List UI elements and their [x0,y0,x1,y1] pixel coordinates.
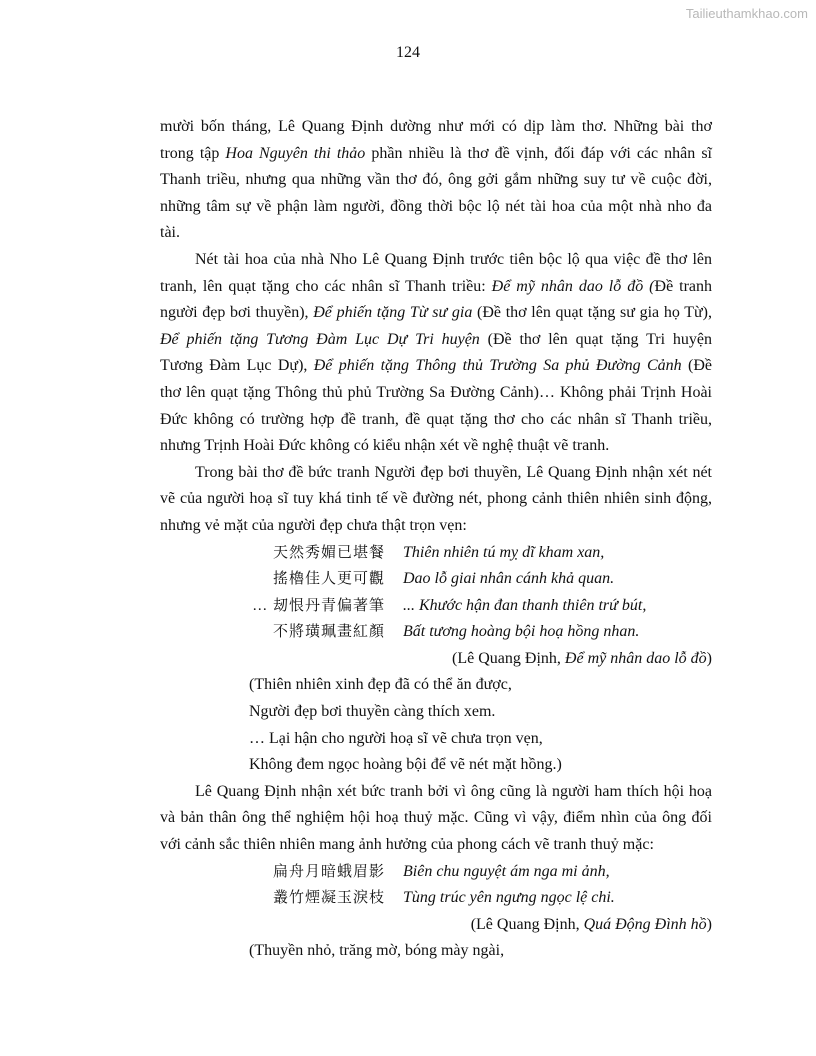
poem-line [160,540,712,567]
text-segment: Không đem ngọc hoàng bội để vẽ nét mặt hồng.) [249,756,562,774]
text-segment: nhưng Trịnh Hoài Đức không có kiểu nhận xét về nghệ thuật vẽ tranh. [160,437,610,455]
italic-title: Để phiến tặng Thông thủ Trường Sa phủ Đường Cảnh [313,357,682,375]
text-segment: (Đề thơ lên quạt tặng Tri huyện [479,330,713,348]
text-line [160,779,712,806]
italic-title: Để mỹ nhân dao lỗ đồ ( [491,277,655,295]
text-segment: Đề tranh [654,277,713,295]
han-verse: 天然秀媚已堪餐 [272,544,385,561]
poem-line [160,619,712,646]
text-line [160,220,712,247]
text-line [160,274,712,301]
text-segment: Đức không có trường hợp đề tranh, đề quạt tặng thơ cho các nhân sĩ Thanh triều, [160,410,712,428]
italic-title: Để phiến tặng Tương Đàm Lục Dự Tri huyện [160,330,480,348]
han-verse: 扁舟月暗蛾眉影 [272,863,385,880]
translation-line [160,938,712,965]
text-line [160,805,712,832]
text-line [160,460,712,487]
poem-line [160,593,712,620]
text-segment: thơ lên quạt tặng Thông thủ phủ Trường Sa Đường Cảnh)… Không phải Trịnh Hoài [160,383,712,401]
text-segment: Người đẹp bơi thuyền càng thích xem. [249,703,496,721]
text-segment: ) [706,915,712,933]
text-line [160,247,712,274]
citation [160,912,712,939]
text-segment: những tâm sự về phận làm người, đồng thời bộc lộ nét tài hoa của một nhà nho đa [160,197,712,215]
text-line [160,407,712,434]
text-segment: nhưng vẻ mặt của người đẹp chưa thật trọn vẹn: [160,516,467,534]
text-segment: trong tập [160,144,226,162]
text-line [160,141,712,168]
italic-title: Để phiến tặng Từ sư gia [313,304,473,322]
text-segment: Tương Đàm Lục Dự), [160,357,314,375]
text-segment: với cảnh sắc thiên nhiên mang ảnh hưởng của phong cách vẽ tranh thuỷ mặc: [160,836,654,854]
text-line [160,832,712,859]
transliteration-verse: Bất tương hoàng bội hoạ hồng nhan. [403,623,640,641]
transliteration-verse: ... Khước hận đan thanh thiên trứ bút, [403,596,647,614]
text-segment: Thanh triều, nhưng qua những vần thơ đó, ông gởi gắm những suy tư về cuộc đời, [160,171,712,189]
text-segment: tài. [160,224,180,242]
italic-title: Quá Động Đình hồ [583,915,707,933]
citation [160,646,712,673]
poem-line [160,885,712,912]
text-segment: tranh, lên quạt tặng cho các nhân sĩ Thanh triều: [160,277,492,295]
italic-title: Để mỹ nhân dao lỗ đồ [564,649,707,667]
text-segment: Lê Quang Định nhận xét bức tranh bởi vì ông cũng là người ham thích hội hoạ [195,782,712,800]
translation-line [160,726,712,753]
text-segment: người đẹp bơi thuyền), [160,304,314,322]
text-line [160,327,712,354]
text-segment: mười bốn tháng, Lê Quang Định dường như mới có dịp làm thơ. Những bài thơ [160,118,712,135]
han-verse: 搖櫓佳人更可觀 [272,571,385,588]
transliteration-verse: Thiên nhiên tú mỵ dĩ kham xan, [403,543,605,561]
document-body [160,114,712,965]
text-segment: (Thuyền nhỏ, trăng mờ, bóng mày ngài, [249,942,505,960]
text-segment: … Lại hận cho người hoạ sĩ vẽ chưa trọn vẹn, [249,729,543,747]
italic-title: Hoa Nguyên thi thảo [225,144,366,162]
text-segment: (Đề thơ lên quạt tặng sư gia họ Từ), [472,304,713,322]
poem-line [160,859,712,886]
text-segment: (Thiên nhiên xinh đẹp đã có thể ăn được, [249,676,512,694]
translation-line [160,752,712,779]
text-line [160,167,712,194]
han-verse: … 刼恨丹青偏著筆 [252,597,385,614]
text-line [160,513,712,540]
text-segment: phần nhiều là thơ đề vịnh, đối đáp với các nhân sĩ [365,144,712,162]
text-segment: (Lê Quang Định, [452,649,565,667]
text-segment: ) [706,649,712,667]
han-verse: 叢竹煙凝玉淚枝 [272,890,385,907]
poem-line [160,566,712,593]
translation-line [160,672,712,699]
watermark: Tailieuthamkhao.com [685,6,808,21]
text-line [160,353,712,380]
translation-line [160,699,712,726]
transliteration-verse: Biên chu nguyệt ám nga mi ảnh, [403,862,610,880]
text-segment: Trong bài thơ đề bức tranh Người đẹp bơi thuyền, Lê Quang Định nhận xét nét [195,463,712,481]
text-line [160,380,712,407]
text-segment: (Lê Quang Định, [470,915,584,933]
transliteration-verse: Tùng trúc yên ngưng ngọc lệ chi. [403,889,615,907]
text-segment: vẽ của người hoạ sĩ tuy khá tinh tế về đường nét, phong cảnh thiên nhiên sinh động, [160,490,712,508]
text-line [160,486,712,513]
han-verse: 不將璜珮畫紅顏 [272,624,385,641]
text-segment: và bản thân ông thể nghiệm hội hoạ thuỷ mặc. Cũng vì vậy, điểm nhìn của ông đối [160,809,712,827]
text-segment: (Đề [681,357,712,375]
text-line [160,194,712,221]
transliteration-verse: Dao lỗ giai nhân cánh khả quan. [403,570,615,588]
text-line [160,433,712,460]
text-line [160,114,712,141]
page-number: 124 [396,44,420,61]
text-segment: Nét tài hoa của nhà Nho Lê Quang Định trước tiên bộc lộ qua việc đề thơ lên [195,250,712,268]
text-line [160,300,712,327]
